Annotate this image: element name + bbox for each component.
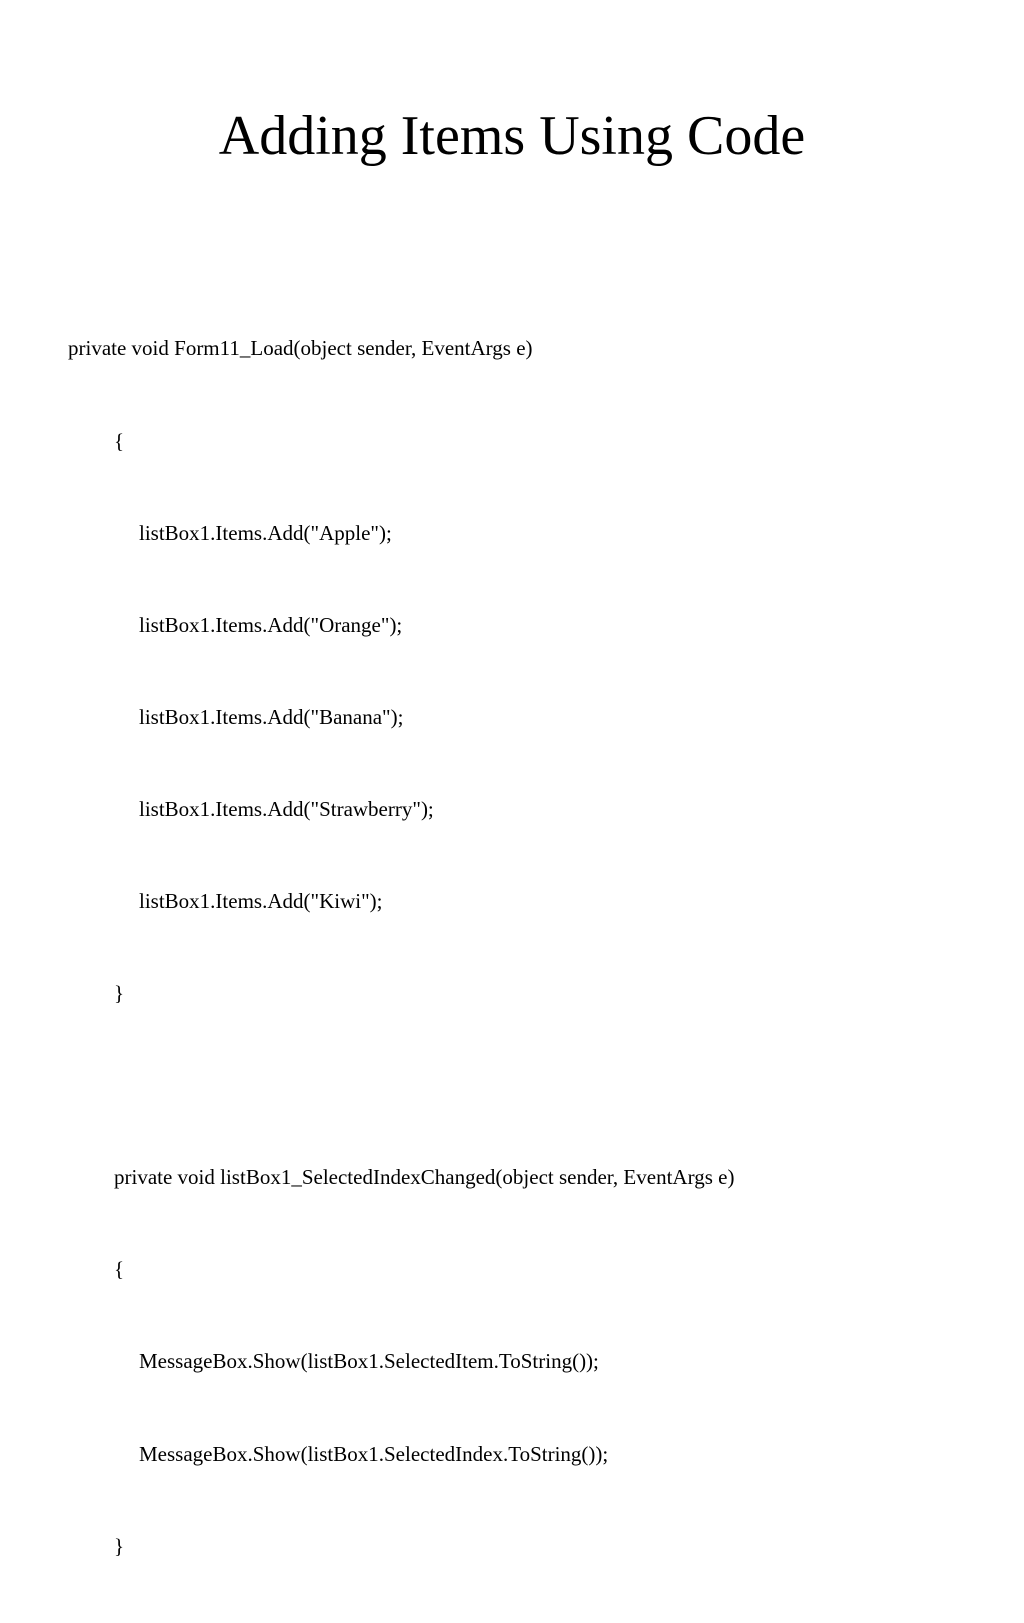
code-line: listBox1.Items.Add("Orange");	[139, 612, 403, 637]
code-line: {	[114, 1257, 125, 1282]
code-line: listBox1.Items.Add("Strawberry");	[139, 796, 434, 821]
code-line: private void listBox1_SelectedIndexChanged(object sender, EventArgs e)	[114, 1165, 735, 1190]
code-block	[68, 272, 988, 1623]
code-line: private void Form11_Load(object sender, EventArgs e)	[68, 336, 533, 361]
code-line	[68, 1070, 988, 1101]
code-line: }	[114, 981, 125, 1006]
code-line: MessageBox.Show(listBox1.SelectedItem.ToString());	[139, 1349, 599, 1374]
code-line: listBox1.Items.Add("Apple");	[139, 520, 392, 545]
slide-title: Adding Items Using Code	[218, 105, 806, 167]
code-line: listBox1.Items.Add("Banana");	[139, 704, 404, 729]
code-line: listBox1.Items.Add("Kiwi");	[139, 888, 383, 913]
code-line: }	[114, 1533, 125, 1558]
code-line: MessageBox.Show(listBox1.SelectedIndex.ToString());	[139, 1441, 609, 1466]
code-line: {	[114, 428, 125, 453]
